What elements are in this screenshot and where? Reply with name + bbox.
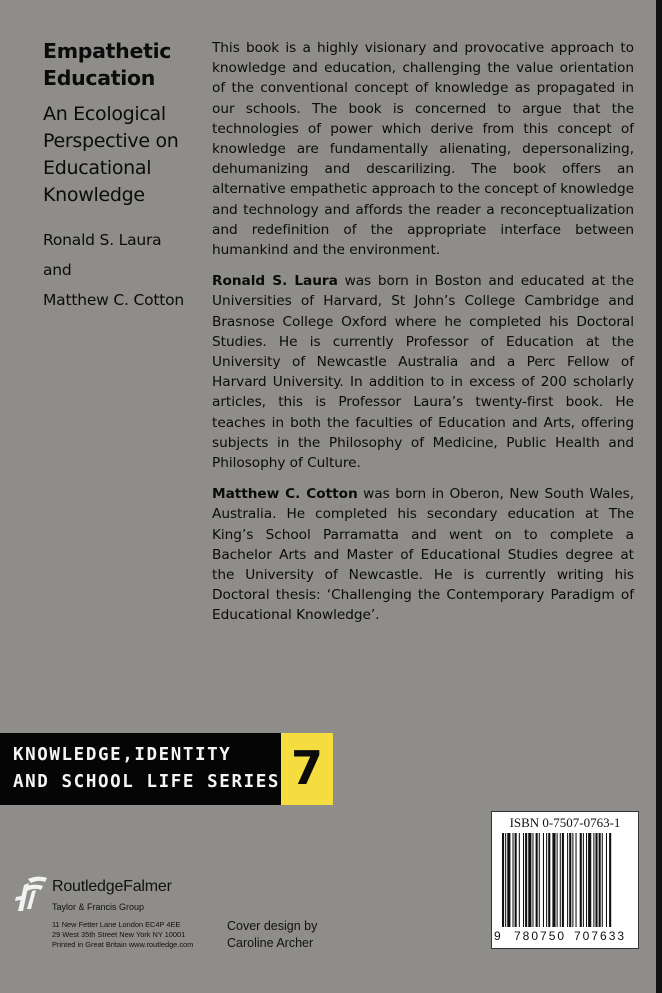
address-line-1: 11 New Fetter Lane London EC4P 4EE bbox=[52, 920, 181, 929]
barcode-digits-right: 707633 bbox=[574, 929, 627, 943]
book-title bbox=[43, 38, 208, 92]
barcode-bars bbox=[496, 833, 634, 927]
barcode-digits-left: 780750 bbox=[514, 929, 567, 943]
barcode-bar bbox=[569, 833, 571, 927]
barcode-digits bbox=[492, 929, 638, 945]
subtitle-line-4: Knowledge bbox=[43, 184, 145, 206]
barcode-digit-lead: 9 bbox=[494, 929, 501, 943]
barcode-bar bbox=[562, 833, 564, 927]
barcode-bar bbox=[583, 833, 584, 927]
barcode-bar bbox=[539, 833, 540, 927]
barcode-bar bbox=[536, 833, 538, 927]
bio-paragraph-2 bbox=[212, 484, 634, 625]
series-line-2: AND SCHOOL LIFE SERIES bbox=[13, 772, 280, 792]
bio-2-text: was born in Oberon, New South Wales, Australia. He completed his secondary education at The King’s School Parramatta and went on to complete a Bachelor Arts and Master of Educational Studies degree at the University of Newcastle. He is currently writing his Doctoral thesis: ‘Challenging the Contemporary Paradigm of Educational Knowledge’. bbox=[212, 486, 634, 624]
description-paragraph: This book is a highly visionary and provocative approach to knowledge and education, challenging the value orientation of the conventional concept of knowledge as propagated in our schools. The book is concerned to argue that the technologies of power which derive from this concept of knowledge are fundamentally alienating, depersonalizing, dehumanizing and descarilizing. The book offers an alternative empathetic approach to the concept of knowledge and technology and affords the reader a reconceptualization and redefinition of the appropriate interface between humankind and the environment. bbox=[212, 40, 634, 259]
right-edge-strip bbox=[656, 0, 662, 993]
subtitle-line-1: An Ecological bbox=[43, 103, 166, 125]
author-conjunction: and bbox=[43, 261, 72, 279]
barcode-bar bbox=[599, 833, 601, 927]
bio-2-name: Matthew C. Cotton bbox=[212, 486, 358, 503]
bio-1-text: was born in Boston and educated at the Universities of Harvard, St John’s College Cambridge and Brasnose College Oxford where he completed his Doctoral Studies. He is currently Professor of Education at the University of Newcastle Australia and a Perc Fellow of Harvard University. In addition to in excess of 200 scholarly articles, this is Professor Laura’s twenty-first book. He teaches in both the faculties of Education and Arts, offering subjects in the Philosophy of Medicine, Public Health and Philosophy of Culture. bbox=[212, 273, 634, 472]
publisher-name: RoutledgeFalmer bbox=[52, 878, 172, 895]
author-2: Matthew C. Cotton bbox=[43, 291, 185, 309]
routledge-logo-icon bbox=[14, 875, 50, 913]
title-line-1: Empathetic bbox=[43, 39, 172, 63]
barcode-bar bbox=[567, 833, 568, 927]
barcode-bar bbox=[548, 833, 550, 927]
barcode-panel bbox=[491, 811, 639, 949]
book-subtitle bbox=[43, 101, 208, 209]
bio-paragraph-1 bbox=[212, 271, 634, 473]
barcode-bar bbox=[606, 833, 607, 927]
barcode-bar bbox=[513, 833, 514, 927]
subtitle-line-3: Educational bbox=[43, 157, 152, 179]
bio-1-name: Ronald S. Laura bbox=[212, 273, 338, 290]
series-number-box bbox=[281, 733, 333, 805]
series-band bbox=[0, 733, 281, 805]
barcode-bar bbox=[593, 833, 594, 927]
series-name bbox=[13, 742, 280, 796]
series-number: 7 bbox=[290, 741, 323, 795]
barcode-bar bbox=[515, 833, 517, 927]
barcode-bar bbox=[576, 833, 577, 927]
barcode-bar bbox=[552, 833, 555, 927]
barcode-bar bbox=[519, 833, 520, 927]
barcode-bar bbox=[523, 833, 524, 927]
barcode-bar bbox=[525, 833, 527, 927]
cover-design-credit bbox=[227, 918, 317, 952]
barcode-bar bbox=[560, 833, 561, 927]
credit-line-1: Cover design by bbox=[227, 919, 318, 933]
author-1: Ronald S. Laura bbox=[43, 231, 162, 249]
barcode-bar bbox=[546, 833, 547, 927]
isbn: ISBN 0-7507-0763-1 bbox=[509, 815, 621, 830]
barcode-bar bbox=[609, 833, 611, 927]
barcode-bar bbox=[580, 833, 582, 927]
barcode-bar bbox=[505, 833, 506, 927]
barcode-bar bbox=[507, 833, 510, 927]
barcode-bar bbox=[588, 833, 591, 927]
authors bbox=[43, 225, 208, 315]
back-cover-blurb bbox=[212, 38, 634, 637]
subtitle-line-2: Perspective on bbox=[43, 130, 179, 152]
publisher-group: Taylor & Francis Group bbox=[52, 902, 145, 912]
barcode-bar bbox=[586, 833, 587, 927]
barcode-bar bbox=[595, 833, 597, 927]
address-line-3: Printed in Great Britain www.routledge.com bbox=[52, 940, 194, 949]
barcode-bar bbox=[532, 833, 533, 927]
barcode-bar bbox=[543, 833, 544, 927]
publisher-addresses bbox=[52, 920, 193, 950]
series-line-1: KNOWLEDGE,IDENTITY bbox=[13, 745, 232, 765]
title-block bbox=[43, 38, 208, 315]
barcode-bar bbox=[602, 833, 603, 927]
barcode-bar bbox=[557, 833, 558, 927]
title-line-2: Education bbox=[43, 66, 156, 90]
address-line-2: 29 West 35th Street New York NY 10001 bbox=[52, 930, 186, 939]
barcode-bar bbox=[502, 833, 504, 927]
barcode-bar bbox=[572, 833, 573, 927]
credit-line-2: Caroline Archer bbox=[227, 936, 314, 950]
barcode-bar bbox=[528, 833, 531, 927]
